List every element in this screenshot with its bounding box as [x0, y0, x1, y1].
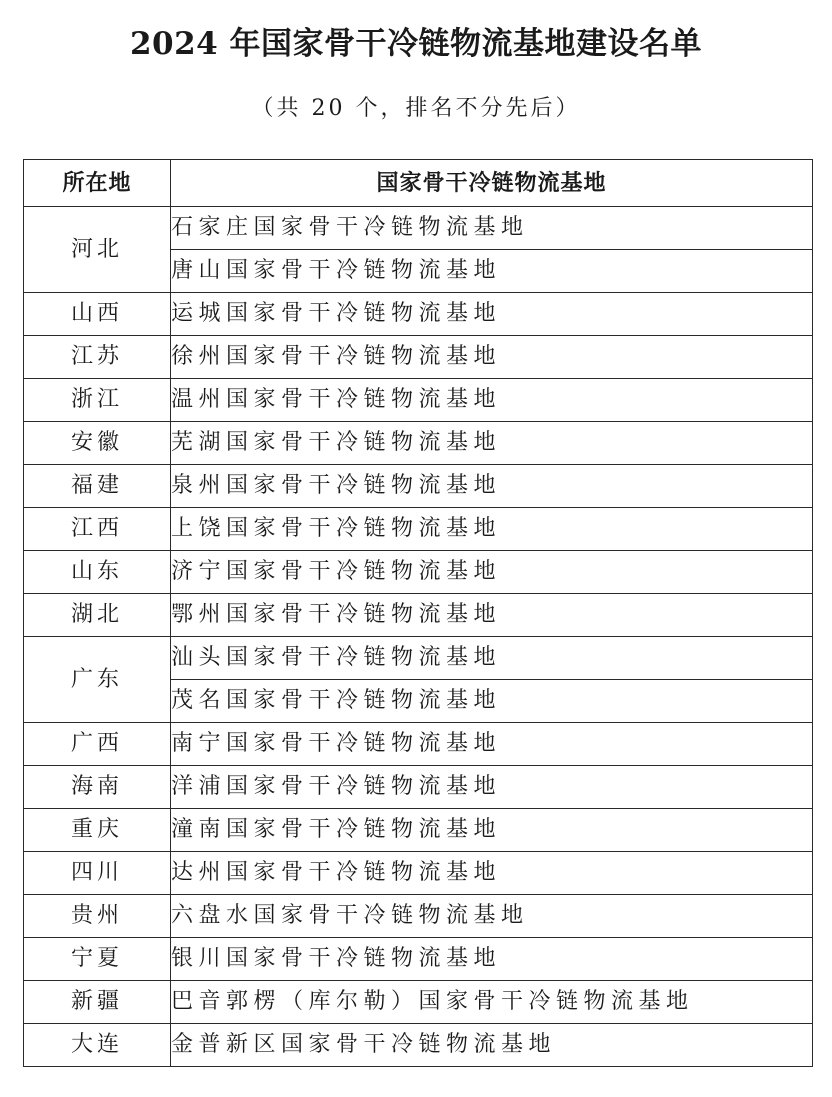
location-cell: 河北 [24, 207, 171, 293]
base-name-cell: 潼南国家骨干冷链物流基地 [171, 809, 813, 852]
header-location: 所在地 [24, 160, 171, 207]
base-name-cell: 运城国家骨干冷链物流基地 [171, 293, 813, 336]
document-title: 2024 年国家骨干冷链物流基地建设名单 [129, 26, 703, 62]
base-name-cell: 芜湖国家骨干冷链物流基地 [171, 422, 813, 465]
table-row [24, 465, 813, 508]
table-body [24, 207, 813, 1067]
table-row [24, 938, 813, 981]
table-row [24, 1024, 813, 1067]
location-cell: 大连 [24, 1024, 171, 1067]
table-row [24, 809, 813, 852]
table-row [24, 723, 813, 766]
table-row [24, 508, 813, 551]
location-cell: 海南 [24, 766, 171, 809]
location-cell: 贵州 [24, 895, 171, 938]
base-name-cell: 洋浦国家骨干冷链物流基地 [171, 766, 813, 809]
base-name-cell: 徐州国家骨干冷链物流基地 [171, 336, 813, 379]
base-list-table [23, 159, 813, 1067]
table-header-row [24, 160, 813, 207]
location-cell: 山东 [24, 551, 171, 594]
base-name-cell: 汕头国家骨干冷链物流基地 [171, 637, 813, 680]
base-name-cell: 上饶国家骨干冷链物流基地 [171, 508, 813, 551]
base-name-cell: 温州国家骨干冷链物流基地 [171, 379, 813, 422]
document-subtitle: （共 20 个，排名不分先后） [251, 96, 581, 121]
base-name-cell: 金普新区国家骨干冷链物流基地 [171, 1024, 813, 1067]
base-name-cell: 茂名国家骨干冷链物流基地 [171, 680, 813, 723]
location-cell: 安徽 [24, 422, 171, 465]
base-name-cell: 银川国家骨干冷链物流基地 [171, 938, 813, 981]
location-cell: 广西 [24, 723, 171, 766]
base-name-cell: 唐山国家骨干冷链物流基地 [171, 250, 813, 293]
table-row [24, 766, 813, 809]
location-cell: 江西 [24, 508, 171, 551]
base-name-cell: 六盘水国家骨干冷链物流基地 [171, 895, 813, 938]
base-name-cell: 泉州国家骨干冷链物流基地 [171, 465, 813, 508]
table-row [24, 895, 813, 938]
base-name-cell: 巴音郭楞（库尔勒）国家骨干冷链物流基地 [171, 981, 813, 1024]
header-base: 国家骨干冷链物流基地 [171, 160, 813, 207]
table-row [24, 422, 813, 465]
location-cell: 宁夏 [24, 938, 171, 981]
base-name-cell: 鄂州国家骨干冷链物流基地 [171, 594, 813, 637]
table-row [24, 981, 813, 1024]
base-name-cell: 石家庄国家骨干冷链物流基地 [171, 207, 813, 250]
table-row [24, 551, 813, 594]
table-row [24, 637, 813, 680]
location-cell: 湖北 [24, 594, 171, 637]
location-cell: 重庆 [24, 809, 171, 852]
location-cell: 广东 [24, 637, 171, 723]
table-row [24, 379, 813, 422]
table-row [24, 594, 813, 637]
location-cell: 四川 [24, 852, 171, 895]
table-row [24, 852, 813, 895]
location-cell: 山西 [24, 293, 171, 336]
table-row [24, 336, 813, 379]
location-cell: 福建 [24, 465, 171, 508]
location-cell: 浙江 [24, 379, 171, 422]
location-cell: 江苏 [24, 336, 171, 379]
base-name-cell: 南宁国家骨干冷链物流基地 [171, 723, 813, 766]
location-cell: 新疆 [24, 981, 171, 1024]
base-name-cell: 达州国家骨干冷链物流基地 [171, 852, 813, 895]
table-row [24, 207, 813, 250]
table-row [24, 293, 813, 336]
base-name-cell: 济宁国家骨干冷链物流基地 [171, 551, 813, 594]
